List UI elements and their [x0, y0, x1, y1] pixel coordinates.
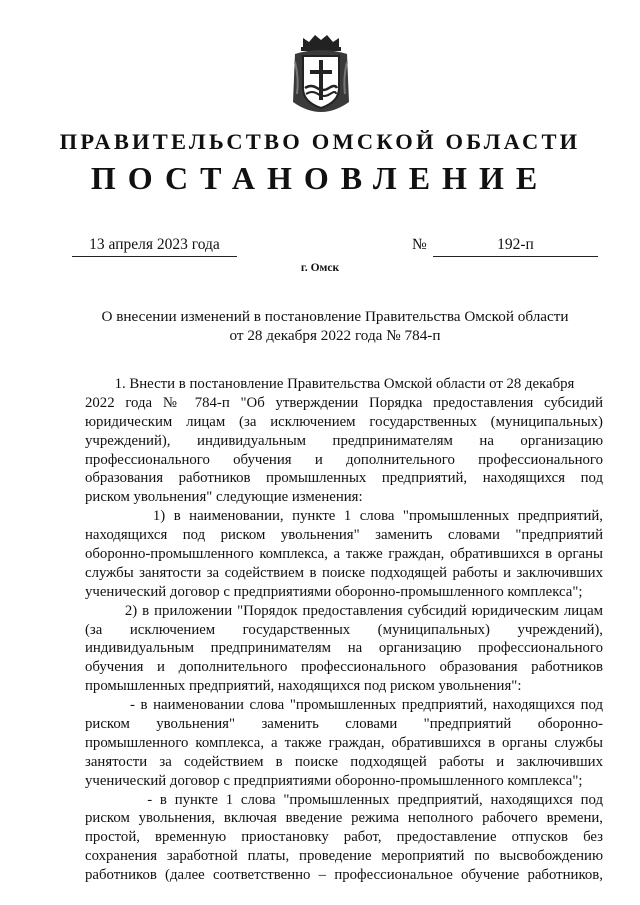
- body-line: риском увольнения" следующие изменения:: [85, 489, 363, 506]
- number-label: №: [412, 236, 427, 253]
- body-line: находящихся под риском увольнения" заменить словами "предприятий: [85, 527, 603, 544]
- issuing-authority: ПРАВИТЕЛЬСТВО ОМСКОЙ ОБЛАСТИ: [59, 129, 581, 154]
- body-line: 2) в приложении "Порядок предоставления субсидий юридическим лицам: [85, 602, 603, 619]
- body-line: юридическим лицам (за исключением государственных (муниципальных): [85, 413, 603, 430]
- document-number: 192-п: [433, 235, 598, 257]
- subject-line: от 28 декабря 2022 года № 784-п: [229, 326, 441, 344]
- body-line: ученический договор с предприятиями оборонно-промышленного комплекса";: [85, 583, 583, 600]
- body-line: риском увольнения, включая введение режима неполного рабочего времени,: [85, 810, 603, 827]
- body-line: 2022 года № 784-п "Об утверждении Порядка предоставления субсидий: [85, 394, 603, 411]
- body-line: промышленного комплекса, а также граждан, обратившихся в органы службы: [85, 734, 603, 751]
- city: г. Омск: [300, 262, 340, 274]
- body-line: обучения и дополнительного профессионального образования работников: [85, 659, 603, 676]
- body-line: работников (далее соответственно – профессиональное обучение работников,: [85, 867, 603, 884]
- body-line: промышленных предприятий, находящихся под риском увольнения":: [85, 678, 522, 695]
- body-line: риском увольнения" заменить словами "предприятий оборонно-: [85, 716, 603, 733]
- body-line: учреждений), индивидуальным предпринимателям на организацию: [85, 432, 603, 449]
- subject-line: О внесении изменений в постановление Правительства Омской области: [101, 308, 569, 325]
- body-line: сохранения заработной платы, проведение мероприятий по высвобождению: [85, 848, 603, 865]
- body-line: службы занятости за содействием в поиске подходящей работы и заключивших: [85, 564, 603, 581]
- body-line: индивидуальным предпринимателям на организацию профессионального: [85, 640, 603, 657]
- document-type: ПОСТАНОВЛЕНИЕ: [90, 160, 550, 196]
- document-date: 13 апреля 2023 года: [72, 235, 237, 257]
- body-line: 1) в наименовании, пункте 1 слова "промышленных предприятий,: [85, 508, 603, 525]
- body-line: 1. Внести в постановление Правительства Омской области от 28 декабря: [85, 376, 575, 392]
- document-subject: [90, 308, 580, 345]
- body-line: ученический договор с предприятиями оборонно-промышленного комплекса";: [85, 772, 583, 789]
- body-line: занятости за содействием в поиске подходящей работы и заключивших: [85, 753, 603, 770]
- body-line: - в наименовании слова "промышленных предприятий, находящихся под: [85, 697, 603, 714]
- body-line: - в пункте 1 слова "промышленных предприятий, находящихся под: [85, 791, 603, 808]
- body-line: (за исключением государственных (муниципальных) учреждений),: [85, 621, 603, 638]
- document-body: [85, 375, 603, 885]
- body-line: оборонно-промышленного комплекса, а также граждан, обратившихся в органы: [85, 546, 603, 563]
- omsk-coat-of-arms-emblem: [289, 32, 353, 114]
- body-line: образования работников промышленных предприятий, находящихся под: [85, 470, 603, 487]
- body-line: простой, временную приостановку работ, предоставление отпусков без: [85, 829, 603, 846]
- body-line: профессионального обучения и дополнительного профессионального: [85, 451, 603, 468]
